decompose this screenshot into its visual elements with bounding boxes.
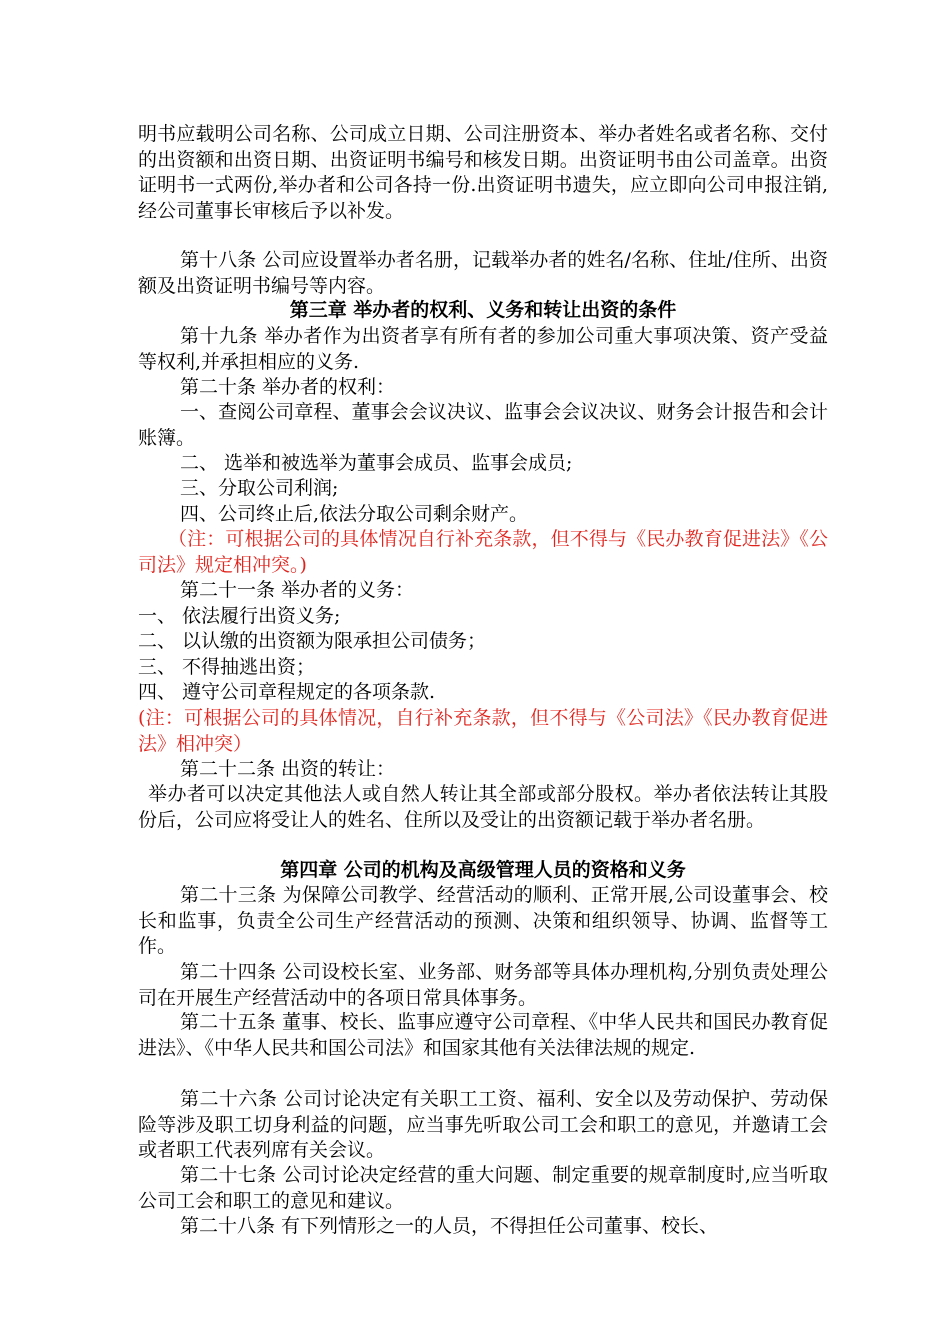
article-20-item-3: 三、分取公司利润;: [180, 477, 339, 499]
article-25: 第二十五条 董事、校长、监事应遵守公司章程、《中华人民共和国民办教育促进法》、《中华人民共和国公司法》和国家其他有关法律法规的规定.: [138, 1011, 828, 1059]
article-21-item-3: 三、 不得抽逃出资；: [138, 656, 316, 678]
article-26: 第二十六条 公司讨论决定有关职工工资、福利、安全以及劳动保护、劳动保险等涉及职工切身利益的问题，应当事先听取公司工会和职工的意见，并邀请工会或者职工代表列席有关会议。: [138, 1088, 828, 1161]
note-1: （注：可根据公司的具体情况自行补充条款，但不得与《民办教育促进法》《公司法》规定相冲突。): [138, 528, 828, 576]
article-20-item-2: 二、 选举和被选举为董事会成员、监事会成员;: [180, 452, 573, 474]
chapter-4-heading: 第四章 公司的机构及高级管理人员的资格和义务: [280, 859, 686, 881]
article-18: 第十八条 公司应设置举办者名册，记载举办者的姓名/名称、住址/住所、出资额及出资证明书编号等内容。: [138, 249, 828, 297]
article-21-item-4: 四、 遵守公司章程规定的各项条款.: [138, 681, 436, 703]
article-19: 第十九条 举办者作为出资者享有所有者的参加公司重大事项决策、资产受益等权利,并承担相应的义务.: [138, 325, 828, 373]
article-20-item-1: 一、查阅公司章程、董事会会议决议、监事会会议决议、财务会计报告和会计账簿。: [138, 401, 828, 449]
article-22: 第二十二条 出资的转让：: [180, 758, 396, 780]
article-20-item-4: 四、公司终止后,依法分取公司剩余财产。: [180, 503, 529, 525]
article-21: 第二十一条 举办者的义务：: [180, 579, 415, 601]
paragraph-certificate-details: 明书应载明公司名称、公司成立日期、公司注册资本、举办者姓名或者名称、交付的出资额和出资日期、出资证明书编号和核发日期。出资证明书由公司盖章。出资证明书一式两份,举办者和公司各持一份.出资证明书遗失，应立即向公司申报注销,经公司董事长审核后予以补发。: [138, 123, 828, 222]
chapter-3-heading: 第三章 举办者的权利、义务和转让出资的条件: [289, 299, 677, 321]
article-21-item-1: 一、 依法履行出资义务;: [138, 605, 341, 627]
article-21-item-2: 二、 以认缴的出资额为限承担公司债务；: [138, 630, 487, 652]
article-22-body: 举办者可以决定其他法人或自然人转让其全部或部分股权。举办者依法转让其股份后，公司应将受让人的姓名、住所以及受让的出资额记载于举办者名册。: [138, 783, 828, 831]
article-27: 第二十七条 公司讨论决定经营的重大问题、制定重要的规章制度时,应当听取公司工会和职工的意见和建议。: [138, 1164, 828, 1212]
article-23: 第二十三条 为保障公司教学、经营活动的顺利、正常开展,公司设董事会、校长和监事，负责全公司生产经营活动的预测、决策和组织领导、协调、监督等工作。: [138, 884, 828, 957]
article-28: 第二十八条 有下列情形之一的人员，不得担任公司董事、校长、: [180, 1215, 719, 1237]
article-20: 第二十条 举办者的权利：: [180, 376, 396, 398]
article-24: 第二十四条 公司设校长室、业务部、财务部等具体办理机构,分别负责处理公司在开展生产经营活动中的各项日常具体事务。: [138, 961, 828, 1009]
note-2: (注：可根据公司的具体情况，自行补充条款，但不得与《公司法》《民办教育促进法》相冲突）: [138, 707, 828, 755]
